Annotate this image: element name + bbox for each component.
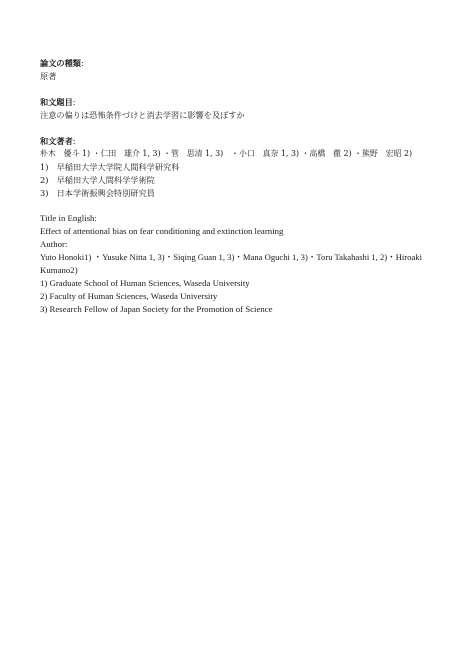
en-title: Effect of attentional bias on fear conditioning and extinction learning bbox=[40, 226, 284, 236]
en-affiliation-1: 1) Graduate School of Human Sciences, Waseda University bbox=[40, 278, 250, 288]
paper-type-heading-colon: : bbox=[80, 58, 84, 68]
jp-title-value: 注意の偏りは恐怖条件づけと消去学習に影響を及ぼすか bbox=[40, 110, 245, 120]
jp-authors-line: 朴木 優斗 1) ・仁田 雄介 1, 3) ・管 思清 1, 3) ・小口 真奈 1, 3) ・高橋 徹 2) ・熊野 宏昭 2) bbox=[40, 149, 413, 158]
jp-affiliation-3: 3) 日本学術振興会特別研究員 bbox=[40, 188, 155, 198]
jp-title-heading-text: 和文題目 bbox=[40, 97, 73, 107]
en-authors-line2: Kumano2) bbox=[40, 265, 78, 275]
jp-affiliation-2: 2) 早稲田大学人間科学学術院 bbox=[40, 175, 155, 185]
jp-authors-heading bbox=[40, 136, 76, 146]
paper-type-heading-text: 論文の種類 bbox=[40, 58, 81, 68]
en-affiliation-2: 2) Faculty of Human Sciences, Waseda University bbox=[40, 291, 218, 301]
jp-title-heading-colon: : bbox=[72, 97, 76, 107]
en-title-heading: Title in English: bbox=[40, 213, 97, 223]
en-authors-line1: Yuto Honoki1) ・Yusuke Nitta 1, 3)・Siqing Guan 1, 3)・Mana Oguchi 1, 3)・Toru Takahashi 1, 2)・Hiroaki bbox=[40, 252, 422, 262]
en-affiliation-3: 3) Research Fellow of Japan Society for the Promotion of Science bbox=[40, 304, 273, 314]
jp-authors-heading-colon: : bbox=[72, 136, 76, 146]
jp-authors-heading-text: 和文著者 bbox=[40, 136, 73, 146]
jp-title-heading bbox=[40, 97, 76, 107]
jp-affiliation-1: 1) 早稲田大学大学院人間科学研究科 bbox=[40, 162, 180, 172]
en-author-heading: Author: bbox=[40, 239, 68, 249]
paper-type-heading bbox=[40, 58, 84, 68]
paper-type-value: 原著 bbox=[40, 71, 57, 81]
